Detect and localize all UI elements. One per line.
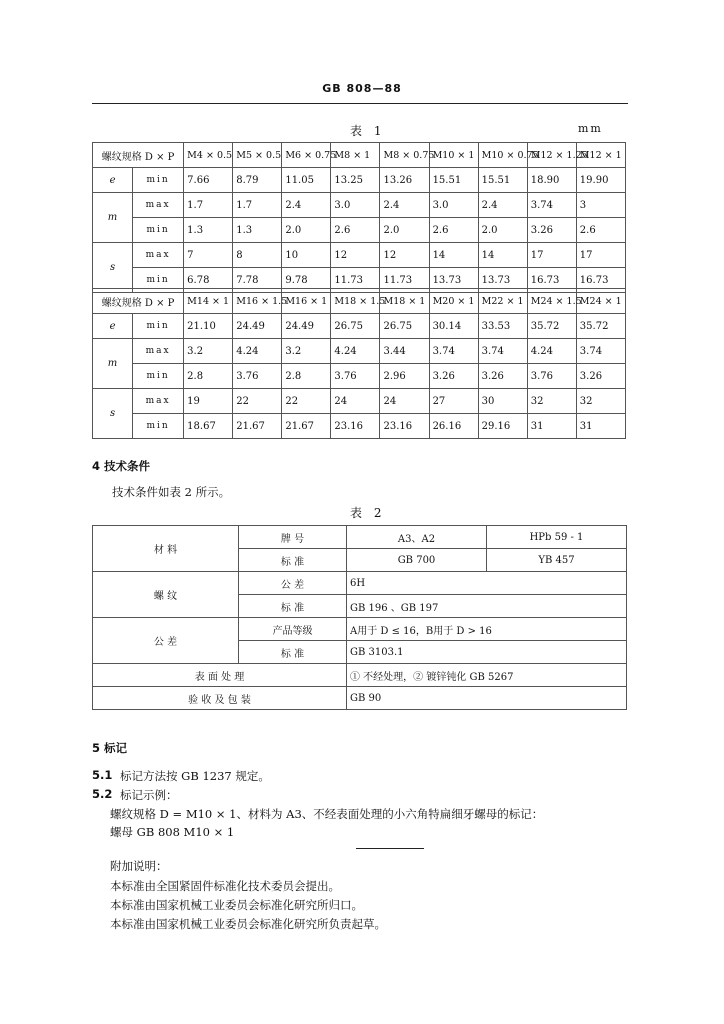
- thread-tol-value: 6H: [347, 572, 627, 595]
- value-cell: 2.6: [576, 218, 625, 243]
- value-cell: 14: [429, 243, 478, 268]
- spec-cell: M8 × 1: [331, 143, 380, 168]
- value-cell: 13.25: [331, 168, 380, 193]
- notes-line-1: 本标准由全国紧固件标准化技术委员会提出。: [110, 879, 340, 893]
- value-cell: 3.0: [429, 193, 478, 218]
- value-cell: 17: [576, 243, 625, 268]
- value-cell: 24: [380, 389, 429, 414]
- value-cell: 24.49: [233, 314, 282, 339]
- value-cell: 3.76: [527, 364, 576, 389]
- p52-number: 5.2: [92, 787, 113, 801]
- spec-cell: M6 × 0.75: [282, 143, 331, 168]
- min-label: min: [133, 218, 184, 243]
- value-cell: 18.90: [527, 168, 576, 193]
- m-label: m: [93, 339, 133, 389]
- value-cell: 14: [478, 243, 527, 268]
- value-cell: 11.73: [331, 268, 380, 293]
- table-row: [93, 168, 626, 193]
- value-cell: 3.26: [478, 364, 527, 389]
- s-label: s: [93, 389, 133, 439]
- thread-label: 螺 纹: [93, 572, 239, 618]
- max-label: max: [133, 193, 184, 218]
- grade-value: A用于 D ≤ 16，B用于 D > 16: [347, 618, 627, 641]
- p52-text: 标记示例：: [120, 788, 178, 802]
- spec-cell: M16 × 1: [282, 289, 331, 314]
- header-rule: [92, 103, 628, 104]
- value-cell: 12: [331, 243, 380, 268]
- value-cell: 2.0: [478, 218, 527, 243]
- value-cell: 2.96: [380, 364, 429, 389]
- value-cell: 2.4: [380, 193, 429, 218]
- acceptance-label: 验 收 及 包 装: [93, 687, 347, 710]
- value-cell: 26.16: [429, 414, 478, 439]
- table-row: [93, 364, 626, 389]
- min-label: min: [133, 314, 184, 339]
- table2: [92, 525, 627, 710]
- notes-line-3: 本标准由国家机械工业委员会标准化研究所负责起草。: [110, 917, 386, 931]
- spec-cell: M24 × 1.5: [527, 289, 576, 314]
- brand-1: A3、A2: [347, 526, 487, 549]
- value-cell: 2.6: [429, 218, 478, 243]
- value-cell: 4.24: [331, 339, 380, 364]
- spec-cell: M12 × 1.25: [527, 143, 576, 168]
- value-cell: 21.67: [233, 414, 282, 439]
- value-cell: 31: [527, 414, 576, 439]
- material-label: 材 料: [93, 526, 239, 572]
- e-label: e: [93, 168, 133, 193]
- value-cell: 11.05: [282, 168, 331, 193]
- section4-intro: 技术条件如表 2 所示。: [112, 485, 231, 499]
- spec-cell: M10 × 1: [429, 143, 478, 168]
- value-cell: 4.24: [233, 339, 282, 364]
- notes-line-2: 本标准由国家机械工业委员会标准化研究所归口。: [110, 898, 363, 912]
- s-label: s: [93, 243, 133, 293]
- thread-std-label: 标 准: [239, 595, 347, 618]
- value-cell: 27: [429, 389, 478, 414]
- value-cell: 3.44: [380, 339, 429, 364]
- tolerance-label: 公 差: [93, 618, 239, 664]
- table-row: [93, 289, 626, 314]
- value-cell: 3.74: [478, 339, 527, 364]
- value-cell: 26.75: [331, 314, 380, 339]
- min-label: min: [133, 364, 184, 389]
- spec-cell: M24 × 1: [576, 289, 625, 314]
- value-cell: 22: [233, 389, 282, 414]
- min-label: min: [133, 268, 184, 293]
- value-cell: 35.72: [576, 314, 625, 339]
- notes-title: 附加说明：: [110, 859, 168, 873]
- value-cell: 3.26: [527, 218, 576, 243]
- value-cell: 8: [233, 243, 282, 268]
- value-cell: 33.53: [478, 314, 527, 339]
- value-cell: 3.26: [576, 364, 625, 389]
- value-cell: 19.90: [576, 168, 625, 193]
- thread-std-value: GB 196 、GB 197: [347, 595, 627, 618]
- brand-2: HPb 59 - 1: [487, 526, 627, 549]
- spec-label: 螺纹规格 D × P: [93, 289, 184, 314]
- table-row: [93, 243, 626, 268]
- value-cell: 8.79: [233, 168, 282, 193]
- value-cell: 3.2: [282, 339, 331, 364]
- value-cell: 17: [527, 243, 576, 268]
- value-cell: 32: [576, 389, 625, 414]
- value-cell: 2.4: [478, 193, 527, 218]
- value-cell: 30: [478, 389, 527, 414]
- value-cell: 30.14: [429, 314, 478, 339]
- value-cell: 1.3: [233, 218, 282, 243]
- thread-tol-label: 公 差: [239, 572, 347, 595]
- value-cell: 13.73: [429, 268, 478, 293]
- value-cell: 21.67: [282, 414, 331, 439]
- e-label: e: [93, 314, 133, 339]
- notes-rule: [356, 848, 424, 849]
- table-row: [93, 339, 626, 364]
- value-cell: 3.26: [429, 364, 478, 389]
- value-cell: 24.49: [282, 314, 331, 339]
- table-row: [93, 314, 626, 339]
- max-label: max: [133, 339, 184, 364]
- tolerance-std-value: GB 3103.1: [347, 641, 627, 664]
- table1-part-b: [92, 288, 626, 439]
- min-label: min: [133, 414, 184, 439]
- value-cell: 24: [331, 389, 380, 414]
- spec-cell: M4 × 0.5: [184, 143, 233, 168]
- table2-caption: 表 2: [350, 506, 386, 520]
- spec-cell: M8 × 0.75: [380, 143, 429, 168]
- value-cell: 18.67: [184, 414, 233, 439]
- value-cell: 1.7: [184, 193, 233, 218]
- value-cell: 26.75: [380, 314, 429, 339]
- value-cell: 13.26: [380, 168, 429, 193]
- table-row: [93, 193, 626, 218]
- value-cell: 2.8: [184, 364, 233, 389]
- value-cell: 11.73: [380, 268, 429, 293]
- tolerance-std-label: 标 准: [239, 641, 347, 664]
- value-cell: 10: [282, 243, 331, 268]
- spec-cell: M18 × 1: [380, 289, 429, 314]
- value-cell: 3: [576, 193, 625, 218]
- surface-value: ① 不经处理，② 镀锌钝化 GB 5267: [347, 664, 627, 687]
- value-cell: 35.72: [527, 314, 576, 339]
- value-cell: 3.74: [429, 339, 478, 364]
- value-cell: 15.51: [478, 168, 527, 193]
- value-cell: 32: [527, 389, 576, 414]
- table1-part-a: [92, 142, 626, 293]
- table-row: [93, 389, 626, 414]
- acceptance-value: GB 90: [347, 687, 627, 710]
- value-cell: 7: [184, 243, 233, 268]
- page-header: GB 808—88: [322, 82, 402, 95]
- spec-label: 螺纹规格 D × P: [93, 143, 184, 168]
- value-cell: 2.6: [331, 218, 380, 243]
- value-cell: 22: [282, 389, 331, 414]
- value-cell: 12: [380, 243, 429, 268]
- section5-title: 5 标记: [92, 741, 128, 755]
- value-cell: 9.78: [282, 268, 331, 293]
- table1-unit: mm: [578, 122, 603, 135]
- value-cell: 2.0: [380, 218, 429, 243]
- value-cell: 19: [184, 389, 233, 414]
- value-cell: 3.76: [233, 364, 282, 389]
- spec-cell: M10 × 0.75: [478, 143, 527, 168]
- material-standard-1: GB 700: [347, 549, 487, 572]
- spec-cell: M22 × 1: [478, 289, 527, 314]
- table-row: [93, 143, 626, 168]
- value-cell: 3.0: [331, 193, 380, 218]
- max-label: max: [133, 389, 184, 414]
- material-standard-label: 标 准: [239, 549, 347, 572]
- table-row: [93, 414, 626, 439]
- value-cell: 3.74: [527, 193, 576, 218]
- value-cell: 13.73: [478, 268, 527, 293]
- spec-cell: M20 × 1: [429, 289, 478, 314]
- material-standard-2: YB 457: [487, 549, 627, 572]
- value-cell: 23.16: [380, 414, 429, 439]
- spec-cell: M18 × 1.5: [331, 289, 380, 314]
- value-cell: 29.16: [478, 414, 527, 439]
- value-cell: 1.3: [184, 218, 233, 243]
- value-cell: 1.7: [233, 193, 282, 218]
- spec-cell: M12 × 1: [576, 143, 625, 168]
- value-cell: 31: [576, 414, 625, 439]
- value-cell: 16.73: [576, 268, 625, 293]
- value-cell: 23.16: [331, 414, 380, 439]
- max-label: max: [133, 243, 184, 268]
- value-cell: 16.73: [527, 268, 576, 293]
- surface-label: 表 面 处 理: [93, 664, 347, 687]
- value-cell: 15.51: [429, 168, 478, 193]
- brand-label: 牌 号: [239, 526, 347, 549]
- section4-title: 4 技术条件: [92, 459, 151, 473]
- spec-cell: M5 × 0.5: [233, 143, 282, 168]
- value-cell: 3.74: [576, 339, 625, 364]
- spec-cell: M16 × 1.5: [233, 289, 282, 314]
- min-label: min: [133, 168, 184, 193]
- table-row: [93, 218, 626, 243]
- value-cell: 6.78: [184, 268, 233, 293]
- value-cell: 2.0: [282, 218, 331, 243]
- value-cell: 2.4: [282, 193, 331, 218]
- value-cell: 4.24: [527, 339, 576, 364]
- table1-caption: 表 1: [350, 124, 386, 138]
- value-cell: 7.66: [184, 168, 233, 193]
- example-line-2: 螺母 GB 808 M10 × 1: [110, 825, 235, 839]
- spec-cell: M14 × 1: [184, 289, 233, 314]
- value-cell: 21.10: [184, 314, 233, 339]
- example-line-1: 螺纹规格 D = M10 × 1、材料为 A3、不经表面处理的小六角特扁细牙螺母的标记：: [110, 807, 544, 821]
- value-cell: 3.76: [331, 364, 380, 389]
- p51-text: 标记方法按 GB 1237 规定。: [120, 769, 270, 783]
- value-cell: 3.2: [184, 339, 233, 364]
- value-cell: 7.78: [233, 268, 282, 293]
- p51-number: 5.1: [92, 768, 113, 782]
- m-label: m: [93, 193, 133, 243]
- value-cell: 2.8: [282, 364, 331, 389]
- grade-label: 产品等级: [239, 618, 347, 641]
